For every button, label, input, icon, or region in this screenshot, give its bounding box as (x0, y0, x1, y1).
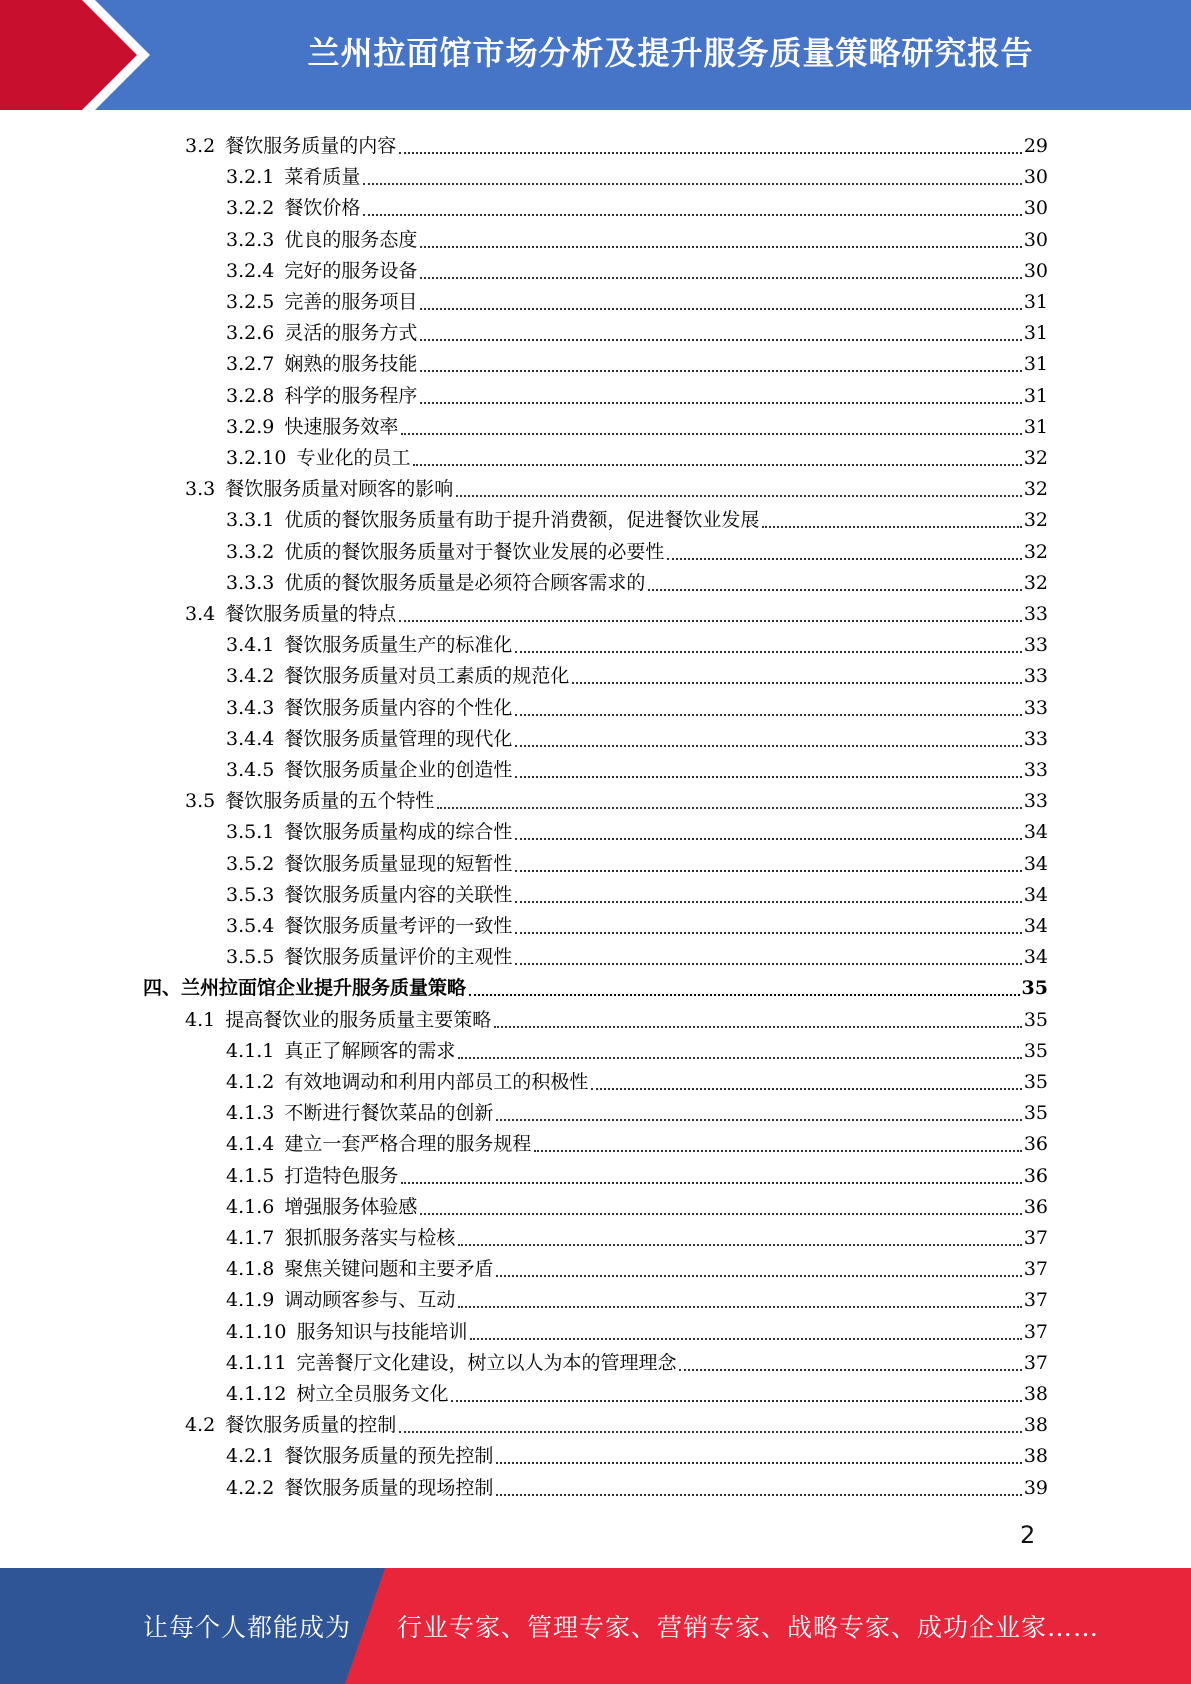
toc-entry-page: 36 (1023, 1195, 1048, 1218)
toc-entry[interactable] (185, 470, 1048, 501)
toc-entry-number: 3.5.5 (226, 946, 275, 969)
toc-dot-leader (494, 1026, 1022, 1028)
toc-entry-page: 39 (1023, 1476, 1048, 1499)
toc-entry-title: 灵活的服务方式 (284, 322, 418, 345)
toc-entry-label (226, 415, 398, 439)
toc-entry-title: 餐饮服务质量企业的创造性 (284, 759, 513, 781)
toc-entry[interactable] (226, 689, 1048, 720)
toc-entry-title: 狠抓服务落实与检核 (284, 1227, 456, 1249)
toc-entry-number: 4.2.1 (226, 1445, 275, 1468)
toc-entry-number: 3.2 (185, 135, 216, 157)
toc-entry-number: 4.1.4 (226, 1133, 275, 1156)
toc-dot-leader (469, 994, 1020, 996)
toc-entry-label (226, 165, 360, 189)
toc-entry-number: 4.1.6 (226, 1195, 275, 1218)
toc-entry-label (226, 914, 512, 938)
toc-entry-title: 科学的服务程序 (284, 384, 418, 407)
toc-entry-title: 餐饮服务质量管理的现代化 (284, 727, 513, 750)
toc-dot-leader (515, 838, 1021, 840)
toc-entry-label (226, 1382, 448, 1406)
toc-entry-number: 3.4 (185, 603, 216, 625)
toc-entry-title: 树立全员服务文化 (296, 1383, 449, 1405)
toc-entry[interactable] (226, 657, 1048, 688)
toc-entry[interactable] (226, 1094, 1048, 1125)
toc-entry-number: 4.1.10 (226, 1320, 287, 1343)
toc-dot-leader (496, 1494, 1021, 1496)
toc-entry[interactable] (226, 1188, 1048, 1219)
toc-entry-label (226, 446, 410, 470)
toc-entry-label (185, 789, 434, 813)
toc-dot-leader (515, 714, 1021, 716)
toc-entry[interactable] (226, 813, 1048, 844)
toc-entry-label (226, 820, 512, 844)
toc-dot-leader (363, 214, 1021, 216)
toc-entry[interactable] (226, 1250, 1048, 1281)
toc-entry-number: 3.3.1 (226, 509, 275, 532)
toc-entry-number: 4.1.5 (226, 1164, 275, 1187)
footer-slogan-right: 行业专家、管理专家、营销专家、战略专家、成功企业家…… (397, 1613, 1100, 1642)
toc-entry-page: 31 (1023, 384, 1048, 407)
toc-entry-label (226, 1320, 467, 1344)
toc-entry[interactable] (226, 876, 1048, 907)
toc-entry-number: 3.5.1 (226, 821, 275, 844)
toc-entry-page: 38 (1023, 1383, 1048, 1405)
toc-entry-title: 建立一套严格合理的服务规程 (284, 1133, 532, 1156)
toc-entry-title: 打造特色服务 (284, 1164, 399, 1187)
toc-entry-page: 31 (1023, 291, 1048, 313)
toc-entry[interactable] (226, 345, 1048, 376)
toc-entry-title: 菜肴质量 (284, 166, 361, 189)
toc-entry-label (226, 852, 512, 876)
footer-banner (0, 1568, 1191, 1684)
toc-dot-leader (496, 1119, 1021, 1121)
toc-entry-label (185, 1008, 491, 1032)
toc-dot-leader (420, 1213, 1021, 1215)
toc-entry-page: 38 (1023, 1445, 1048, 1468)
toc-entry-title: 餐饮服务质量显现的短暂性 (284, 852, 513, 875)
toc-entry-number: 3.2.9 (226, 415, 275, 438)
toc-dot-leader (420, 339, 1021, 341)
toc-entry-page: 35 (1023, 1008, 1048, 1031)
toc-entry-title: 四、兰州拉面馆企业提升服务质量策略 (143, 977, 467, 1000)
toc-entry-number: 3.4.4 (226, 727, 275, 750)
toc-entry-page: 29 (1023, 135, 1048, 157)
toc-entry-number: 3.3 (185, 478, 216, 501)
toc-entry[interactable] (226, 221, 1048, 252)
toc-entry[interactable] (143, 969, 1048, 1000)
toc-entry-number: 3.4.1 (226, 634, 275, 657)
toc-entry-page: 33 (1023, 759, 1048, 781)
toc-entry-label (226, 664, 569, 688)
toc-entry[interactable] (226, 1157, 1048, 1188)
toc-entry-title: 完好的服务设备 (284, 259, 418, 282)
toc-entry-page: 30 (1023, 166, 1048, 189)
toc-entry[interactable] (226, 1313, 1048, 1344)
toc-entry[interactable] (185, 127, 1048, 158)
toc-entry-title: 餐饮服务质量的现场控制 (284, 1476, 494, 1499)
toc-entry[interactable] (226, 439, 1048, 470)
toc-entry-page: 36 (1023, 1133, 1048, 1156)
toc-dot-leader (515, 901, 1021, 903)
toc-entry-label (185, 602, 396, 626)
toc-dot-leader (515, 651, 1021, 653)
toc-dot-leader (496, 1462, 1021, 1464)
toc-entry[interactable] (226, 1437, 1048, 1468)
toc-entry-title: 完善餐厅文化建设，树立以人为本的管理理念 (296, 1351, 677, 1374)
toc-entry-title: 娴熟的服务技能 (284, 353, 418, 376)
toc-entry-number: 4.2.2 (226, 1476, 275, 1499)
toc-entry-title: 餐饮服务质量生产的标准化 (284, 634, 513, 657)
toc-entry[interactable] (185, 782, 1048, 813)
toc-entry-page: 30 (1023, 259, 1048, 282)
toc-entry-title: 餐饮服务质量的控制 (225, 1414, 397, 1437)
toc-entry-label (226, 196, 360, 220)
toc-dot-leader (515, 776, 1021, 778)
toc-entry-title: 餐饮服务质量考评的一致性 (284, 915, 513, 937)
toc-entry-title: 快速服务效率 (284, 415, 399, 438)
toc-entry-page: 38 (1023, 1414, 1048, 1437)
toc-entry[interactable] (226, 751, 1048, 782)
toc-entry-number: 3.5 (185, 790, 216, 813)
toc-entry[interactable] (185, 1406, 1048, 1437)
toc-entry-page: 35 (1023, 1071, 1048, 1093)
toc-dot-leader (420, 370, 1021, 372)
toc-entry-title: 有效地调动和利用内部员工的积极性 (284, 1071, 589, 1093)
toc-entry-number: 4.1.12 (226, 1383, 287, 1405)
toc-entry-title: 餐饮服务质量评价的主观性 (284, 946, 513, 969)
toc-dot-leader (420, 308, 1021, 310)
toc-entry-page: 32 (1023, 509, 1048, 532)
toc-entry-title: 餐饮服务质量的预先控制 (284, 1445, 494, 1468)
toc-entry-page: 30 (1023, 228, 1048, 251)
toc-entry-label (226, 1444, 493, 1468)
toc-entry[interactable] (226, 158, 1048, 189)
toc-entry-label (226, 1351, 676, 1375)
toc-entry-page: 32 (1023, 447, 1048, 469)
toc-entry-label (226, 758, 512, 782)
toc-entry-number: 3.4.3 (226, 696, 275, 719)
toc-dot-leader (496, 1275, 1021, 1277)
toc-dot-leader (458, 1057, 1021, 1059)
toc-dot-leader (363, 183, 1021, 185)
toc-entry-title: 优质的餐饮服务质量有助于提升消费额，促进餐饮业发展 (284, 509, 760, 532)
toc-entry[interactable] (226, 408, 1048, 439)
toc-dot-leader (420, 402, 1021, 404)
toc-entry-page: 32 (1023, 540, 1048, 563)
toc-entry-title: 餐饮服务质量内容的个性化 (284, 696, 513, 719)
toc-entry-number: 4.1.2 (226, 1071, 275, 1093)
toc-entry-label (185, 134, 396, 158)
toc-entry-page: 31 (1023, 353, 1048, 376)
toc-entry-label (226, 633, 512, 657)
toc-entry-label (226, 1195, 417, 1219)
toc-dot-leader (399, 152, 1022, 154)
toc-dot-leader (456, 495, 1022, 497)
toc-dot-leader (667, 558, 1021, 560)
toc-entry-label (226, 883, 512, 907)
toc-entry[interactable] (226, 1375, 1048, 1406)
toc-entry-label (226, 259, 417, 283)
toc-entry[interactable] (226, 845, 1048, 876)
toc-entry[interactable] (185, 595, 1048, 626)
toc-entry-page: 34 (1023, 946, 1048, 969)
toc-entry[interactable] (226, 377, 1048, 408)
toc-entry[interactable] (226, 564, 1048, 595)
header-banner (0, 0, 1191, 110)
toc-dot-leader (451, 1400, 1021, 1402)
toc-entry-title: 真正了解顾客的需求 (284, 1039, 456, 1062)
toc-entry-title: 优质的餐饮服务质量对于餐饮业发展的必要性 (284, 540, 665, 563)
toc-entry[interactable] (226, 1125, 1048, 1156)
toc-entry[interactable] (226, 720, 1048, 751)
toc-dot-leader (515, 963, 1021, 965)
toc-entry-number: 3.2.10 (226, 447, 287, 469)
toc-entry-label (226, 540, 664, 564)
toc-entry[interactable] (226, 626, 1048, 657)
toc-dot-leader (399, 1431, 1022, 1433)
toc-entry-page: 33 (1023, 727, 1048, 750)
toc-entry-page: 31 (1023, 415, 1048, 438)
toc-entry-title: 餐饮服务质量的五个特性 (225, 790, 435, 813)
toc-entry-number: 3.5.3 (226, 883, 275, 906)
toc-entry-number: 3.5.4 (226, 915, 275, 937)
toc-entry-title: 餐饮服务质量对顾客的影响 (225, 478, 454, 501)
toc-dot-leader (515, 870, 1021, 872)
toc-entry-page: 37 (1023, 1289, 1048, 1312)
toc-dot-leader (437, 807, 1022, 809)
toc-entry-page: 32 (1023, 478, 1048, 501)
toc-entry-number: 3.2.8 (226, 384, 275, 407)
toc-entry[interactable] (226, 283, 1048, 314)
toc-entry-title: 提高餐饮业的服务质量主要策略 (225, 1008, 492, 1031)
toc-entry[interactable] (226, 533, 1048, 564)
toc-dot-leader (420, 246, 1021, 248)
toc-entry-title: 餐饮价格 (284, 197, 361, 220)
toc-entry-number: 3.2.4 (226, 259, 275, 282)
document-title: 兰州拉面馆市场分析及提升服务质量策略研究报告 (307, 34, 1034, 72)
toc-entry-page: 30 (1023, 197, 1048, 220)
toc-dot-leader (648, 589, 1021, 591)
toc-entry-number: 4.1 (185, 1008, 216, 1031)
toc-entry[interactable] (226, 314, 1048, 345)
toc-entry-label (226, 1101, 493, 1125)
toc-entry-number: 4.1.9 (226, 1289, 275, 1312)
toc-entry-title: 专业化的员工 (296, 447, 411, 469)
toc-entry-page: 37 (1023, 1258, 1048, 1281)
toc-entry-label (226, 1132, 531, 1156)
toc-entry-title: 餐饮服务质量内容的关联性 (284, 883, 513, 906)
toc-entry-number: 4.2 (185, 1414, 216, 1437)
toc-entry-label (226, 696, 512, 720)
toc-entry-number: 3.2.7 (226, 353, 275, 376)
toc-entry-title: 餐饮服务质量的内容 (225, 135, 397, 157)
toc-entry-title: 增强服务体验感 (284, 1195, 418, 1218)
toc-entry-label (143, 976, 466, 1000)
toc-entry[interactable] (226, 938, 1048, 969)
toc-dot-leader (762, 526, 1021, 528)
toc-entry[interactable] (226, 1063, 1048, 1094)
toc-entry-label (226, 1039, 455, 1063)
toc-dot-leader (515, 745, 1021, 747)
toc-entry-page: 34 (1023, 821, 1048, 844)
toc-entry[interactable] (226, 189, 1048, 220)
toc-entry[interactable] (226, 252, 1048, 283)
toc-entry-title: 餐饮服务质量构成的综合性 (284, 821, 513, 844)
toc-entry-page: 37 (1023, 1320, 1048, 1343)
toc-entry-page: 36 (1023, 1164, 1048, 1187)
toc-entry-label (226, 228, 417, 252)
toc-dot-leader (401, 433, 1021, 435)
toc-entry-page: 35 (1021, 977, 1048, 1000)
toc-entry-label (226, 1476, 493, 1500)
toc-entry-number: 3.5.2 (226, 852, 275, 875)
toc-entry[interactable] (226, 1344, 1048, 1375)
page-number: 2 (1020, 1521, 1036, 1549)
toc-entry[interactable] (226, 1281, 1048, 1312)
toc-entry-page: 37 (1023, 1351, 1048, 1374)
toc-entry-title: 餐饮服务质量对员工素质的规范化 (284, 665, 570, 688)
toc-entry-page: 33 (1023, 696, 1048, 719)
toc-entry-number: 3.2.3 (226, 228, 275, 251)
toc-dot-leader (399, 620, 1022, 622)
toc-entry-page: 35 (1023, 1102, 1048, 1125)
toc-entry-title: 优良的服务态度 (284, 228, 418, 251)
toc-dot-leader (470, 1338, 1021, 1340)
toc-dot-leader (572, 682, 1021, 684)
toc-entry-label (226, 508, 759, 532)
toc-entry-title: 完善的服务项目 (284, 291, 418, 313)
chevron-arrow-icon (0, 0, 160, 110)
toc-entry-page: 34 (1023, 915, 1048, 937)
toc-entry-number: 4.1.11 (226, 1351, 287, 1374)
toc-dot-leader (591, 1088, 1021, 1090)
toc-entry-page: 33 (1023, 665, 1048, 688)
toc-entry-label (226, 571, 645, 595)
toc-entry-number: 3.4.2 (226, 665, 275, 688)
toc-entry-number: 4.1.1 (226, 1039, 275, 1062)
toc-dot-leader (420, 277, 1021, 279)
toc-entry[interactable] (226, 907, 1048, 938)
toc-entry-page: 33 (1023, 603, 1048, 625)
toc-entry-label (185, 1413, 396, 1437)
toc-entry-label (226, 290, 417, 314)
footer-slogan-left: 让每个人都能成为 (143, 1613, 352, 1642)
toc-entry-number: 4.1.7 (226, 1227, 275, 1249)
toc-entry-page: 35 (1023, 1039, 1048, 1062)
toc-entry[interactable] (226, 1469, 1048, 1500)
toc-entry-page: 34 (1023, 852, 1048, 875)
toc-entry-title: 调动顾客参与、互动 (284, 1289, 456, 1312)
toc-entry-label (226, 384, 417, 408)
toc-entry-label (226, 1257, 493, 1281)
toc-entry-label (226, 1226, 455, 1250)
toc-entry-page: 33 (1023, 634, 1048, 657)
toc-dot-leader (401, 1182, 1021, 1184)
toc-entry-page: 32 (1023, 571, 1048, 594)
toc-entry-label (226, 352, 417, 376)
toc-entry-title: 优质的餐饮服务质量是必须符合顾客需求的 (284, 571, 646, 594)
toc-entry-label (226, 945, 512, 969)
toc-entry[interactable] (226, 1032, 1048, 1063)
toc-entry-number: 3.2.6 (226, 322, 275, 345)
toc-dot-leader (458, 1244, 1021, 1246)
toc-entry-number: 4.1.8 (226, 1258, 275, 1281)
toc-dot-leader (413, 464, 1021, 466)
toc-entry-title: 聚焦关键问题和主要矛盾 (284, 1258, 494, 1281)
toc-entry-number: 4.1.3 (226, 1102, 275, 1125)
toc-entry-title: 服务知识与技能培训 (296, 1320, 468, 1343)
toc-entry[interactable] (226, 1219, 1048, 1250)
toc-entry-label (226, 727, 512, 751)
toc-entry-number: 3.2.1 (226, 166, 275, 189)
toc-entry-label (185, 477, 453, 501)
toc-dot-leader (534, 1150, 1021, 1152)
toc-entry-label (226, 321, 417, 345)
toc-entry-page: 37 (1023, 1227, 1048, 1249)
toc-entry-title: 餐饮服务质量的特点 (225, 603, 397, 625)
toc-dot-leader (515, 932, 1021, 934)
toc-entry-number: 3.2.2 (226, 197, 275, 220)
toc-entry-label (226, 1288, 455, 1312)
toc-entry[interactable] (185, 1001, 1048, 1032)
toc-entry-number: 3.3.3 (226, 571, 275, 594)
toc-entry-number: 3.3.2 (226, 540, 275, 563)
toc-entry-page: 34 (1023, 883, 1048, 906)
toc-entry-page: 31 (1023, 322, 1048, 345)
toc-entry-number: 3.2.5 (226, 291, 275, 313)
toc-entry-page: 33 (1023, 790, 1048, 813)
toc-entry[interactable] (226, 501, 1048, 532)
toc-entry-label (226, 1164, 398, 1188)
toc-entry-label (226, 1070, 588, 1094)
toc-entry-title: 不断进行餐饮菜品的创新 (284, 1102, 494, 1125)
toc-entry-number: 3.4.5 (226, 759, 275, 781)
toc-dot-leader (679, 1369, 1021, 1371)
toc-dot-leader (458, 1306, 1021, 1308)
